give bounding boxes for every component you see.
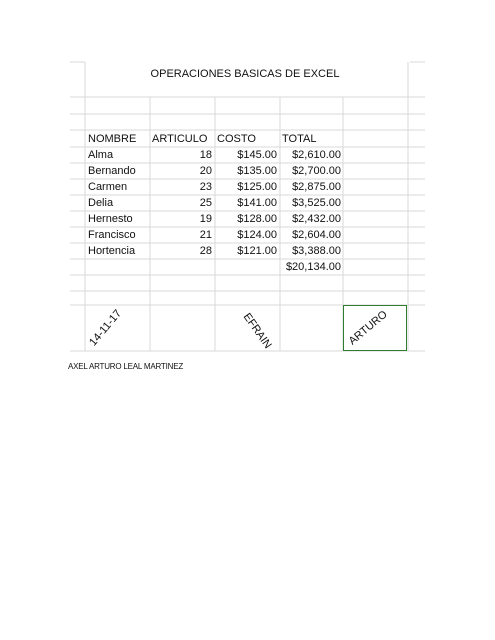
cell-nombre[interactable]: Hortencia — [88, 245, 136, 257]
header-articulo[interactable]: ARTICULO — [152, 133, 208, 145]
cell-costo[interactable]: $135.00 — [237, 165, 277, 177]
cell-total[interactable]: $2,700.00 — [292, 165, 341, 177]
cell-articulo[interactable]: 23 — [199, 181, 212, 193]
author-name: AXEL ARTURO LEAL MARTINEZ — [68, 362, 184, 371]
header-costo[interactable]: COSTO — [217, 133, 256, 145]
cell-articulo[interactable]: 19 — [199, 213, 212, 225]
cell-articulo[interactable]: 28 — [199, 245, 212, 257]
grand-total-cell[interactable]: $20,134.00 — [285, 261, 341, 273]
cell-articulo[interactable]: 18 — [199, 149, 212, 161]
cell-nombre[interactable]: Bernando — [88, 165, 136, 177]
cell-total[interactable]: $2,875.00 — [292, 181, 341, 193]
efrain-cell[interactable]: EFRAIN — [240, 311, 274, 351]
cell-costo[interactable]: $121.00 — [237, 245, 277, 257]
cell-total[interactable]: $3,525.00 — [292, 197, 341, 209]
cell-total[interactable]: $2,432.00 — [292, 213, 341, 225]
cell-nombre[interactable]: Delia — [88, 197, 114, 209]
cell-articulo[interactable]: 25 — [199, 197, 212, 209]
cell-costo[interactable]: $141.00 — [237, 197, 277, 209]
sheet-title: OPERACIONES BASICAS DE EXCEL — [150, 68, 340, 80]
cell-costo[interactable]: $145.00 — [237, 149, 277, 161]
header-nombre[interactable]: NOMBRE — [88, 133, 137, 145]
cell-nombre[interactable]: Hernesto — [88, 213, 133, 225]
cell-total[interactable]: $2,610.00 — [292, 149, 341, 161]
cell-costo[interactable]: $125.00 — [237, 181, 277, 193]
cell-costo[interactable]: $124.00 — [237, 229, 277, 241]
cell-costo[interactable]: $128.00 — [237, 213, 277, 225]
cell-articulo[interactable]: 20 — [199, 165, 212, 177]
cell-nombre[interactable]: Carmen — [88, 181, 128, 193]
cell-nombre[interactable]: Alma — [88, 149, 114, 161]
cell-articulo[interactable]: 21 — [199, 229, 212, 241]
date-cell[interactable]: 14-11-17 — [87, 307, 125, 349]
cell-nombre[interactable]: Francisco — [88, 229, 136, 241]
header-total[interactable]: TOTAL — [282, 133, 317, 145]
cell-total[interactable]: $2,604.00 — [292, 229, 341, 241]
arturo-cell[interactable]: ARTURO — [346, 308, 390, 348]
cell-total[interactable]: $3,388.00 — [292, 245, 341, 257]
